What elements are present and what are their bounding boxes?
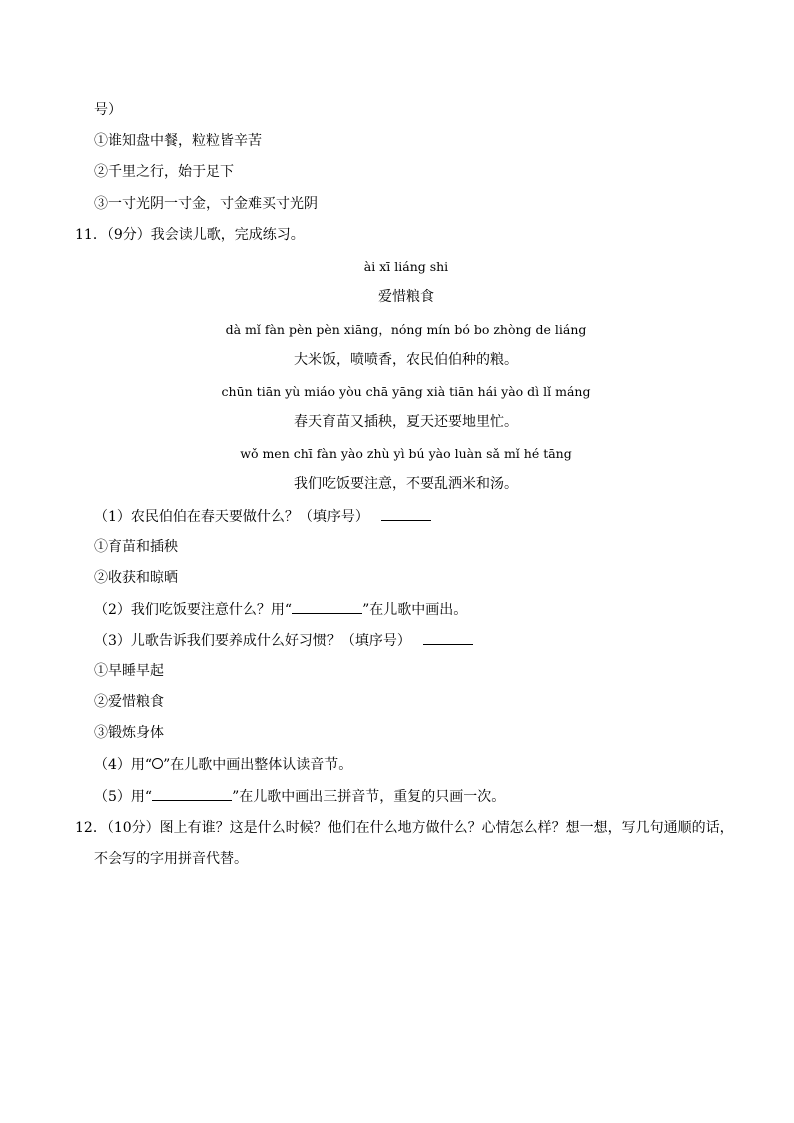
poem-line-1: 大米饭，喷喷香，农民伯伯种的粮。 [294,352,518,368]
poem-title-pinyin: ài xī liáng shi [363,259,449,274]
sub-question-3-text: （3）儿歌告诉我们要养成什么好习惯？（填序号） [94,633,411,649]
sub-question-4-text-b: ”在儿歌中画出整体认读音节。 [163,757,353,773]
sub-question-2 [94,599,467,620]
question-12-continuation: 不会写的字用拼音代替。 [94,851,248,867]
poem-line-2-pinyin: chūn tiān yù miáo yòu chā yāng xià tiān hái yào dì lǐ máng [221,384,591,399]
question-12-header: 12．（10分）图上有谁？这是什么时候？他们在什么地方做什么？心情怎么样？想一想，写几句通顺的话， [75,820,734,836]
sub1-option-1: ①育苗和插秧 [94,539,178,555]
sub-question-1 [94,506,431,527]
sub-question-5-text-a: （5）用“ [94,789,153,805]
sub-question-2-text-b: ”在儿歌中画出。 [362,602,468,618]
prev-question-continuation: 号） [94,102,122,118]
sub-question-4 [94,755,352,775]
poem-line-2: 春天育苗又插秧，夏天还要地里忙。 [294,414,518,430]
poem-line-3: 我们吃饭要注意，不要乱洒米和汤。 [294,476,518,492]
sub1-option-2: ②收获和晾晒 [94,570,178,586]
sub-question-1-text: （1）农民伯伯在春天要做什么？（填序号） [94,509,369,525]
sub3-option-2: ②爱惜粮食 [94,694,164,710]
option-3: ③一寸光阴一寸金，寸金难买寸光阴 [94,196,318,212]
question-11-header: 11．（9分）我会读儿歌，完成练习。 [75,227,305,243]
sub3-option-3: ③锻炼身体 [94,725,164,741]
sub-question-2-text-a: （2）我们吃饭要注意什么？用“ [94,602,293,618]
answer-blank-3[interactable] [423,630,473,645]
poem-line-3-pinyin: wǒ men chī fàn yào zhù yì bú yào luàn sǎ mǐ hé tāng [240,446,572,461]
sub-question-3 [94,630,473,651]
option-2: ②千里之行，始于足下 [94,164,234,180]
sub3-option-1: ①早睡早起 [94,663,164,679]
circle-mark-icon [152,758,163,769]
poem-line-1-pinyin: dà mǐ fàn pèn pèn xiāng，nóng mín bó bo zhòng de liáng [225,322,587,337]
poem-title: 爱惜粮食 [378,289,434,305]
option-1: ①谁知盘中餐，粒粒皆辛苦 [94,133,262,149]
sub-question-5 [94,786,505,807]
wavy-underline-mark [152,786,232,801]
sub-question-5-text-b: ”在儿歌中画出三拼音节，重复的只画一次。 [232,789,506,805]
answer-blank-1[interactable] [381,506,431,521]
sub-question-4-text-a: （4）用“ [94,757,153,773]
straight-underline-mark [292,599,362,614]
